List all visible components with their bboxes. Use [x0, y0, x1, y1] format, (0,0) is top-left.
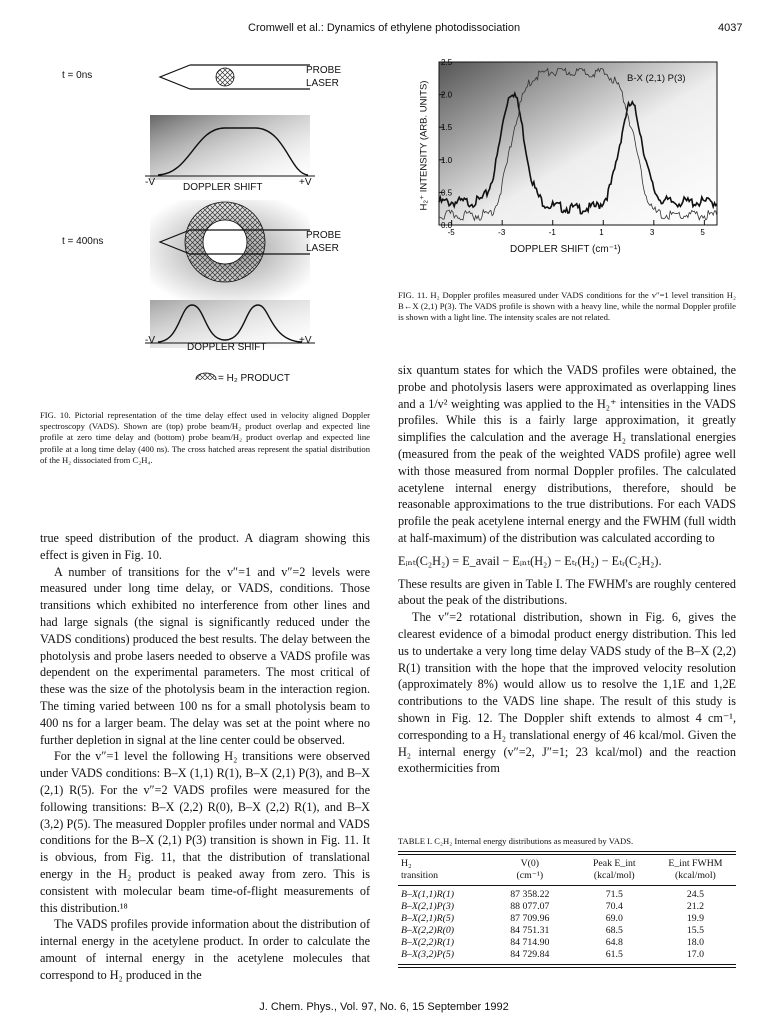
- table-cell: 21.2: [686, 901, 704, 913]
- h2-cloud-small: [216, 68, 234, 86]
- table-header: Peak E_int (kcal/mol): [592, 858, 636, 882]
- neg-v-label-top: -V: [145, 177, 155, 188]
- paragraph: The VADS profiles provide information about the distribution of internal energy in the acetylene product. In order to calculate the amount of internal energy in the acetylene molecules that correspond to H₂ produced in the: [40, 917, 370, 982]
- table-cell: 15.5: [686, 925, 704, 937]
- right-column: [398, 362, 736, 777]
- table-row: [398, 886, 736, 902]
- legend-label: = H₂ PRODUCT: [218, 373, 290, 384]
- table-cell: 68.5: [605, 925, 623, 937]
- plot-area: [439, 62, 717, 225]
- x-tick-label: -1: [548, 228, 556, 237]
- fig11-xlabel: DOPPLER SHIFT (cm⁻¹): [510, 244, 621, 255]
- y-tick-label: 1.0: [441, 155, 453, 165]
- y-tick-label: 2.0: [441, 90, 453, 100]
- table-cell: B–X(1,1)R(1): [401, 889, 455, 901]
- x-tick-label: 1: [599, 228, 604, 237]
- fig11-annotation: B-X (2,1) P(3): [627, 73, 686, 84]
- table-title: TABLE I. C₂H₂ Internal energy distributions as measured by VADS.: [398, 836, 634, 846]
- y-tick-label: 0.5: [441, 188, 453, 198]
- table-row: [398, 925, 736, 937]
- table-cell: B–X(2,2)R(1): [401, 937, 455, 949]
- table-cell: 84 714.90: [510, 937, 550, 949]
- x-tick-label: -3: [498, 228, 506, 237]
- table-cell: 24.5: [686, 889, 704, 901]
- table-cell: 19.9: [686, 913, 704, 925]
- pos-v-label-bottom: +V: [299, 335, 312, 346]
- equation: Eᵢₙₜ(C₂H₂) = E_avail − Eᵢₙₜ(H₂) − Eₜᵣ(H₂) − Eₜᵣ(C₂H₂).: [398, 553, 662, 568]
- table-cell: 61.5: [605, 949, 623, 961]
- figure-10-diagram: [40, 50, 370, 380]
- y-tick-label: 0.0: [441, 221, 453, 230]
- table-cell: B–X(2,2)R(0): [401, 925, 455, 937]
- table-header: E_int FWHM (kcal/mol): [668, 858, 723, 882]
- page-footer: J. Chem. Phys., Vol. 97, No. 6, 15 September 1992: [259, 1001, 509, 1013]
- table-cell: 69.0: [605, 913, 623, 925]
- table-cell: 87 358.22: [510, 889, 550, 901]
- paragraph: The v″=2 rotational distribution, shown in Fig. 6, gives the clearest evidence of a bimodal product energy distribution. This led us to undertake a very long time delay VADS study of the B–X (2,2) R(1) transition with the hope that the improved velocity resolution (approximately 8%) would allow us to resolve the 1,1E and 1,2E contributions to the VADS line shape. The result of this study is shown in Fig. 12. The Doppler shift extends to almost 4 cm⁻¹, corresponding to a H₂ translational energy of 46 kcal/mol. Given the H₂ internal energy (v″=2, J″=1; 23 kcal/mol) and the reaction exothermicities from: [398, 610, 736, 776]
- paragraph: These results are given in Table I. The FWHM's are roughly centered about the peak of the distributions.: [398, 576, 736, 608]
- t400-label: t = 400ns: [62, 236, 104, 247]
- neg-v-label-bottom: -V: [145, 335, 155, 346]
- figure-10-caption: FIG. 10. Pictorial representation of the time delay effect used in velocity aligned Doppler spectroscopy (VADS). Shown are (top) probe beam/H₂ product overlap and expected line profile at zero time delay and (bottom) probe beam/H₂ product overlap and expected line profile at a long time delay (400 ns). The cross hatched areas represent the spatial distribution of the H₂ dissociated from C₂H₄.: [40, 410, 370, 465]
- figure-11-caption: FIG. 11. H₂ Doppler profiles measured under VADS conditions for the v″=1 level transition H₂ B←X (2,1) P(3). The VADS profile is shown with a heavy line, while the normal Doppler profile is shown with a light line. The intensity scales are not related.: [398, 290, 736, 323]
- table-cell: 88 077.07: [510, 901, 550, 913]
- table-row: [398, 913, 736, 925]
- paragraph: For the v″=1 level the following H₂ transitions were observed under VADS conditions: B–X (1,1) R(1), B–X (2,1) P(3), and B–X (2,1) R(5). For the v″=2 VADS profiles were measured for the following transitions: B–X (2,2) R(0), B–X (2,2) R(1), and B–X (3,2) P(5). The measured Doppler profiles under normal and VADS conditions for the B–X (2,1) P(3) transition is shown in Fig. 11. It is obvious, from Fig. 11, that the distribution of translational energy in the H₂ product is peaked away from zero. This is consistent with molecular beam time-of-flight measurements of this distribution.¹⁸: [40, 749, 370, 915]
- table-header: H₂ transition: [401, 858, 439, 882]
- table-cell: B–X(3,2)P(5): [401, 949, 455, 961]
- table-cell: 84 729.84: [510, 949, 550, 961]
- table-cell: 70.4: [605, 901, 623, 913]
- table-cell: 87 709.96: [510, 913, 550, 925]
- y-tick-label: 1.5: [441, 123, 453, 133]
- table-1: [398, 836, 736, 968]
- probe-laser-label-bottom: PROBE LASER: [306, 230, 342, 254]
- paragraph: true speed distribution of the product. A diagram showing this effect is given in Fig. 10.: [40, 531, 370, 562]
- x-tick-label: 5: [700, 228, 705, 237]
- x-tick-label: 3: [649, 228, 655, 237]
- table-header: V(0) (cm⁻¹): [516, 858, 544, 882]
- fig11-ylabel: H₂⁺ INTENSITY (ARB. UNITS): [418, 80, 430, 211]
- table-cell: 84 751.31: [510, 925, 550, 937]
- y-tick-label: 2.5: [441, 58, 453, 67]
- probe-laser-arrow-top: [160, 65, 310, 89]
- pos-v-label-top: +V: [299, 177, 312, 188]
- paragraph: A number of transitions for the v″=1 and v″=2 levels were measured under long time delay, or VADS, conditions. Those transitions which exhibited no interference from other lines and had large signals (the signal is significantly reduced under the VADS conditions) produced the best results. The delay between the photolysis and probe lasers needed to observe a VADS profile was dependent on the experimental parameters. The most critical of these was the size of the photolysis beam in the interaction region. The timing varied between 100 ns for a small photolysis beam to 400 ns for a larger beam. The delay was set at the point where no further depletion in signal at the line center could be observed.: [40, 564, 370, 747]
- x-tick-label: -5: [447, 228, 455, 237]
- t0-label: t = 0ns: [62, 70, 93, 81]
- table-cell: B–X(2,1)P(3): [401, 901, 455, 913]
- figure-11-chart: [398, 50, 738, 265]
- table-cell: 18.0: [686, 937, 704, 949]
- left-column: [40, 530, 370, 984]
- table-cell: 64.8: [605, 937, 623, 949]
- doppler-shift-label-bottom: DOPPLER SHIFT: [187, 342, 267, 353]
- table-cell: 71.5: [605, 889, 623, 901]
- table-cell: B–X(2,1)R(5): [401, 913, 455, 925]
- table-row: [398, 949, 736, 961]
- table-row: [398, 901, 736, 913]
- table-cell: 17.0: [686, 949, 704, 961]
- page-number: 4037: [718, 22, 743, 34]
- probe-laser-label-top: PROBE LASER: [306, 65, 342, 89]
- running-title: Cromwell et al.: Dynamics of ethylene photodissociation: [248, 22, 521, 34]
- table-row: [398, 937, 736, 949]
- doppler-shift-label-top: DOPPLER SHIFT: [183, 182, 263, 193]
- paragraph: six quantum states for which the VADS profiles were obtained, the probe and photolysis lasers were approximated as overlapping lines and a 1/v² weighting was applied to the H₂⁺ intensities in the VADS profiles. While this is a fairly large approximation, it greatly simplifies the calculation and the average H₂ translational energies (measured from the peak of the weighted VADS profile) agree well with those measured from normal Doppler profiles. The calculated acetylene internal energy distributions, therefore, should be reasonable approximations to the true distributions. For each VADS profile the peak acetylene internal energy and the FWHM (full width at half-maximum) of the distribution was calculated according to: [398, 363, 736, 545]
- legend-h2-icon: [196, 373, 216, 380]
